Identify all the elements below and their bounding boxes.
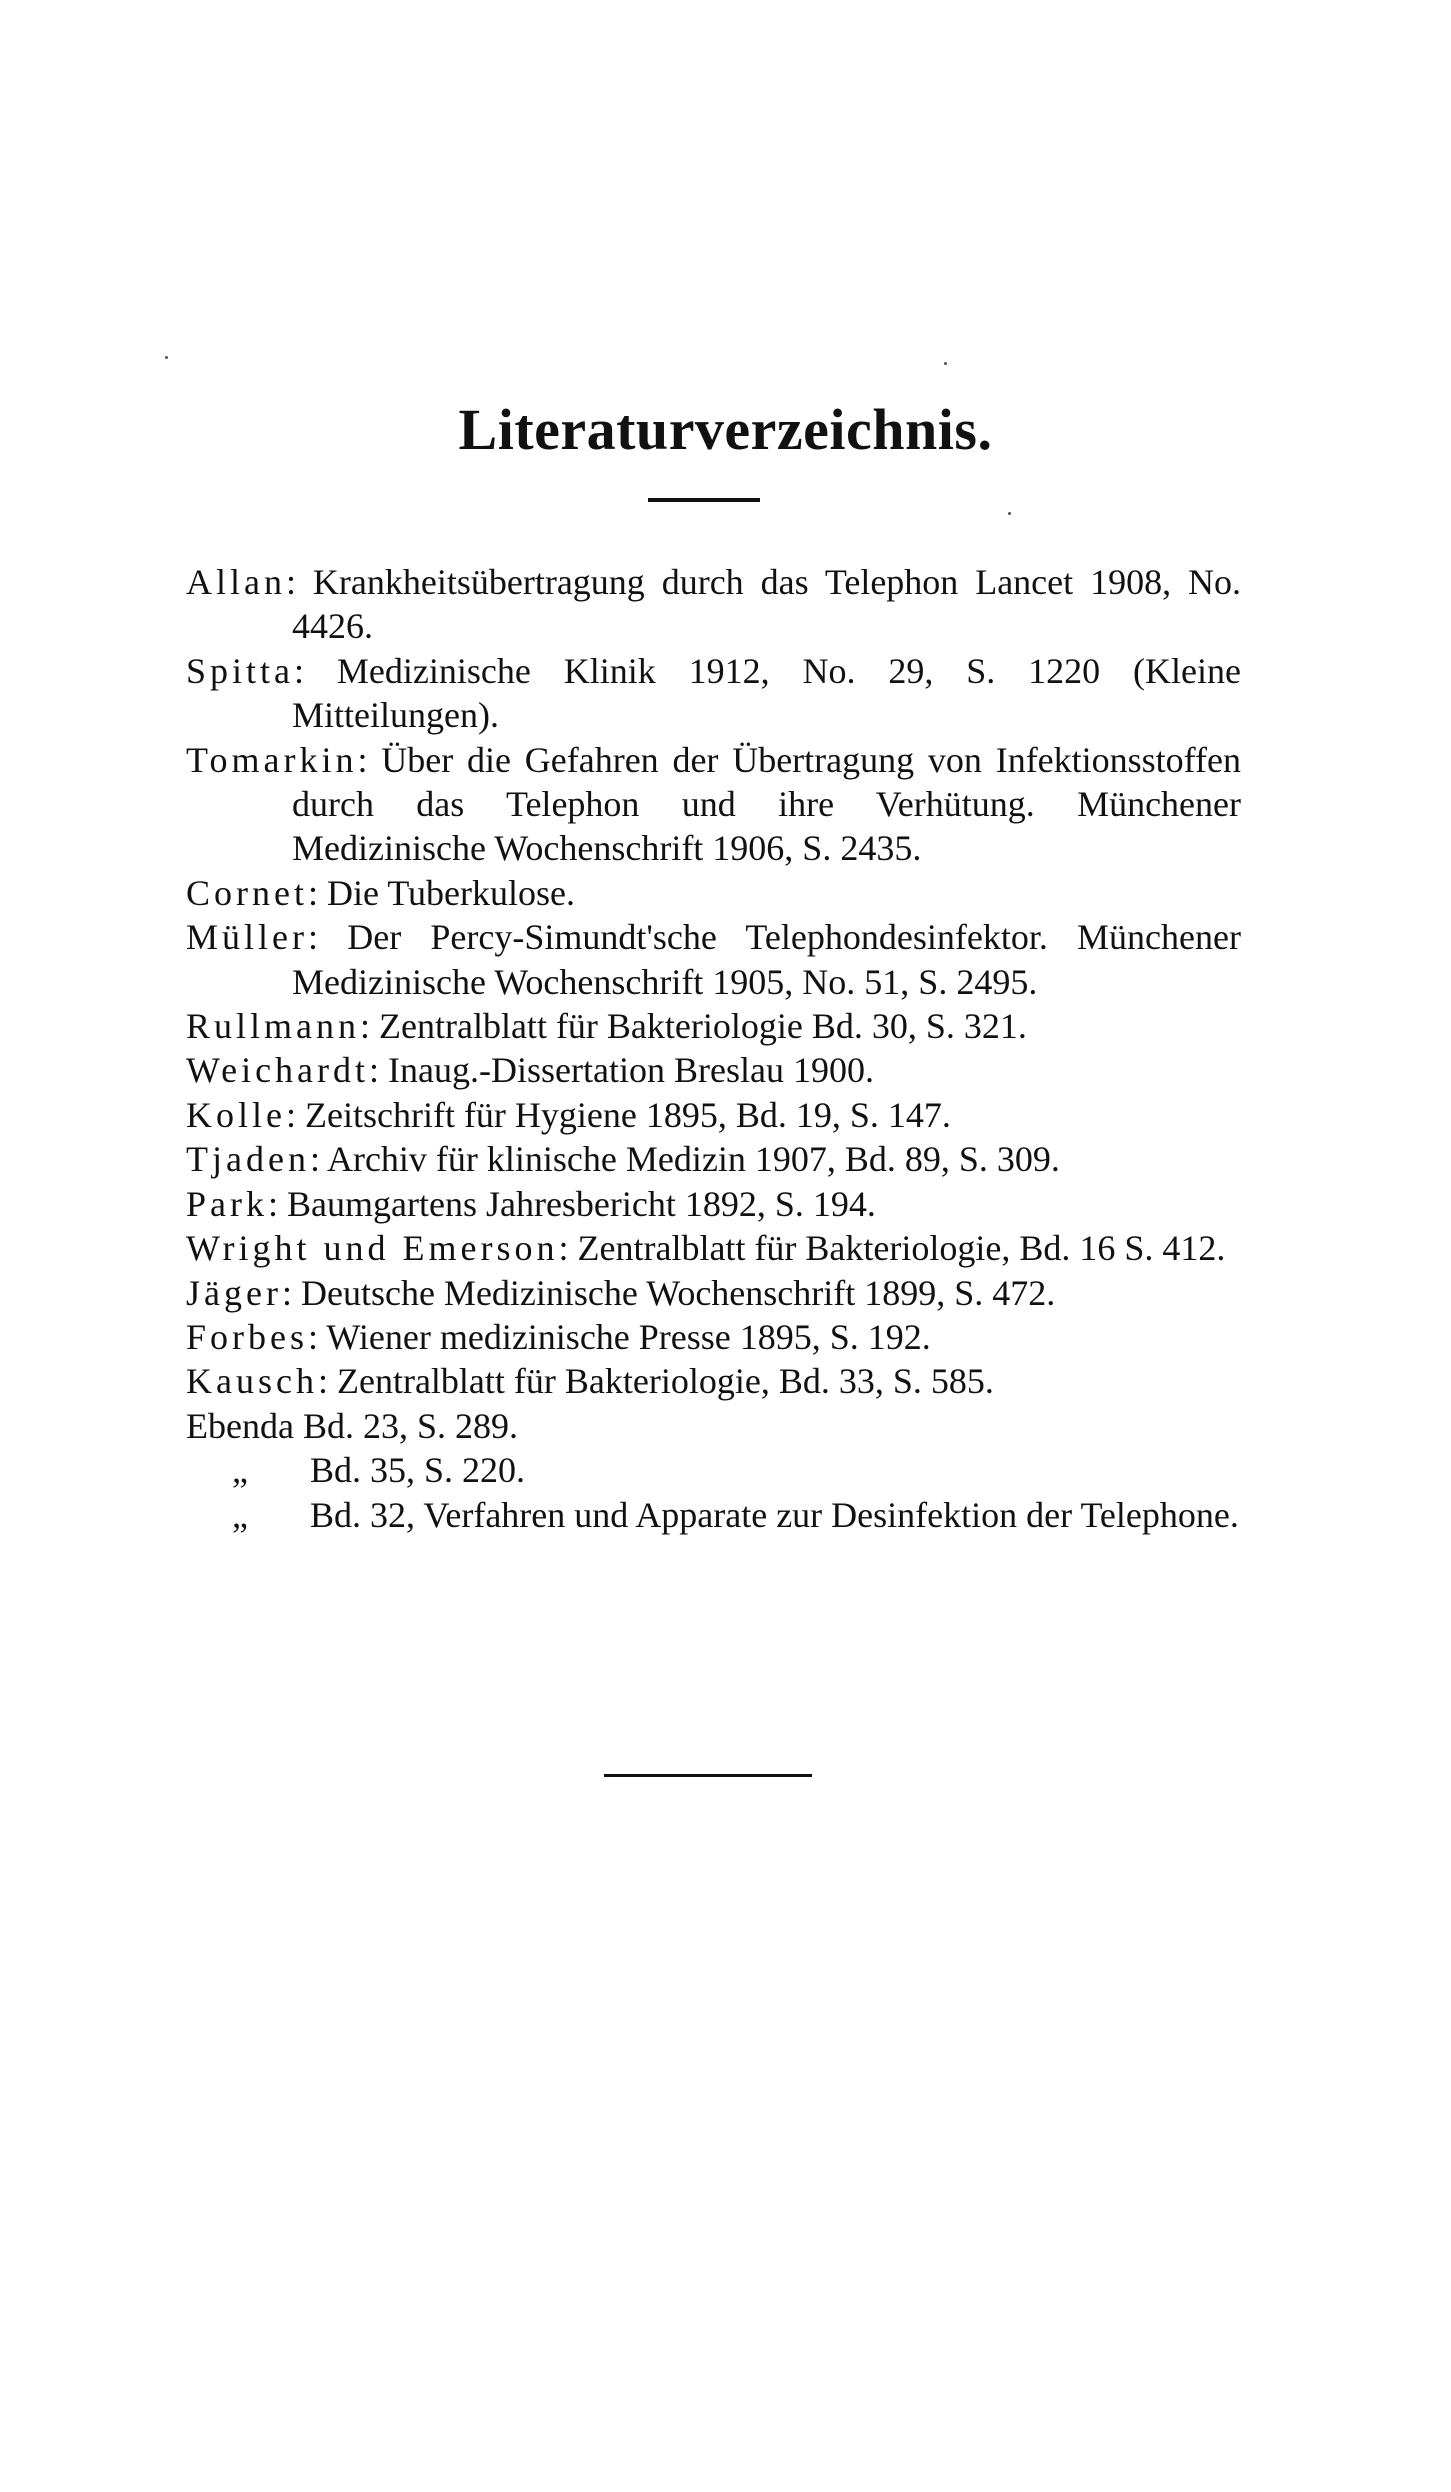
reference-entry bbox=[186, 649, 1241, 738]
reference-text: Zentralblatt für Bakteriologie Bd. 30, S. 321. bbox=[379, 1006, 1027, 1047]
reference-entry bbox=[186, 915, 1241, 1004]
ditto-mark: „ bbox=[232, 1494, 248, 1535]
reference-author: Allan bbox=[186, 562, 286, 602]
reference-continuation bbox=[186, 1448, 1241, 1492]
reference-author: Ebenda bbox=[186, 1405, 294, 1446]
reference-author: Weichardt bbox=[186, 1050, 370, 1091]
reference-author: Jäger bbox=[186, 1272, 282, 1313]
reference-entry bbox=[186, 560, 1241, 649]
reference-entry bbox=[186, 1004, 1241, 1048]
reference-separator: : bbox=[308, 1316, 327, 1357]
reference-entry bbox=[186, 1137, 1241, 1181]
reference-text: Deutsche Medizinische Wochenschrift 1899, S. 472. bbox=[300, 1272, 1056, 1313]
reference-text: Krankheitsübertragung durch das Telephon Lancet 1908, No. 4426. bbox=[292, 562, 1241, 647]
reference-entry bbox=[186, 871, 1241, 915]
reference-text: Bd. 23, S. 289. bbox=[302, 1405, 518, 1446]
reference-entry bbox=[186, 1271, 1241, 1315]
reference-separator: : bbox=[558, 1228, 578, 1269]
reference-entry bbox=[186, 1182, 1241, 1226]
reference-separator: : bbox=[307, 872, 327, 913]
reference-separator: : bbox=[309, 1139, 327, 1180]
reference-entry bbox=[186, 1093, 1241, 1137]
reference-text: Zeitschrift für Hygiene 1895, Bd. 19, S. 147. bbox=[305, 1094, 951, 1135]
reference-author: Tjaden bbox=[186, 1139, 310, 1180]
reference-author: Park bbox=[186, 1183, 268, 1224]
reference-separator: : bbox=[360, 1006, 380, 1047]
reference-text: Bd. 32, Verfahren und Apparate zur Desinfektion der Telephone. bbox=[310, 1494, 1239, 1535]
reference-text: Die Tuberkulose. bbox=[327, 872, 576, 913]
reference-text: Wiener medizinische Presse 1895, S. 192. bbox=[326, 1316, 931, 1357]
reference-separator: : bbox=[369, 1050, 389, 1091]
reference-author: Wright und Emerson bbox=[186, 1228, 559, 1269]
reference-separator: : bbox=[268, 1183, 288, 1224]
reference-text: Baumgartens Jahresbericht 1892, S. 194. bbox=[287, 1183, 876, 1224]
reference-author: Kolle bbox=[186, 1094, 286, 1135]
reference-entry bbox=[186, 738, 1241, 871]
reference-separator: : bbox=[357, 739, 382, 780]
reference-continuation bbox=[186, 1493, 1241, 1537]
reference-author: Tomarkin bbox=[186, 739, 358, 780]
page-title: Literaturverzeichnis. bbox=[458, 397, 993, 462]
reference-entry bbox=[186, 1359, 1241, 1403]
reference-text: Medizinische Klinik 1912, No. 29, S. 1220 (Kleine Mitteilungen). bbox=[292, 650, 1241, 736]
reference-list bbox=[186, 560, 1241, 1537]
reference-entry bbox=[186, 1315, 1241, 1359]
reference-separator bbox=[294, 1406, 303, 1446]
scan-speck bbox=[165, 356, 168, 359]
reference-text: Bd. 35, S. 220. bbox=[310, 1450, 526, 1491]
scan-speck bbox=[1008, 512, 1011, 515]
reference-entry bbox=[186, 1404, 1241, 1448]
reference-separator: : bbox=[285, 1094, 305, 1135]
reference-author: Forbes bbox=[186, 1316, 308, 1357]
title-rule bbox=[648, 498, 760, 502]
closing-rule bbox=[604, 1774, 812, 1777]
ditto-mark: „ bbox=[232, 1450, 248, 1491]
reference-author: Müller bbox=[186, 917, 308, 958]
reference-author: Cornet bbox=[186, 872, 308, 913]
reference-text: Der Percy-Simundt'sche Telephondesinfektor. Münchener Medizinische Wochenschrift 1905, No. 51, S. 2495. bbox=[292, 917, 1241, 1002]
reference-author: Rullmann bbox=[186, 1006, 360, 1047]
reference-text: Zentralblatt für Bakteriologie, Bd. 33, S. 585. bbox=[336, 1361, 994, 1402]
reference-text: Inaug.-Dissertation Breslau 1900. bbox=[388, 1050, 874, 1091]
reference-author: Spitta bbox=[186, 650, 295, 691]
reference-separator: : bbox=[307, 917, 348, 958]
reference-separator: : bbox=[317, 1361, 337, 1402]
reference-separator: : bbox=[294, 650, 337, 691]
reference-author: Kausch bbox=[186, 1361, 318, 1402]
reference-entry bbox=[186, 1226, 1241, 1270]
reference-separator: : bbox=[281, 1272, 301, 1313]
reference-separator: : bbox=[285, 562, 313, 602]
reference-text: Über die Gefahren der Übertragung von Infektionsstoffen durch das Telephon und ihre Verhütung. Münchener Medizinische Wochenschrift 1906, S. 2435. bbox=[292, 739, 1241, 869]
scan-speck bbox=[944, 362, 947, 365]
reference-text: Zentralblatt für Bakteriologie, Bd. 16 S. 412. bbox=[577, 1228, 1226, 1269]
reference-text: Archiv für klinische Medizin 1907, Bd. 89, S. 309. bbox=[326, 1139, 1060, 1180]
reference-entry bbox=[186, 1048, 1241, 1092]
